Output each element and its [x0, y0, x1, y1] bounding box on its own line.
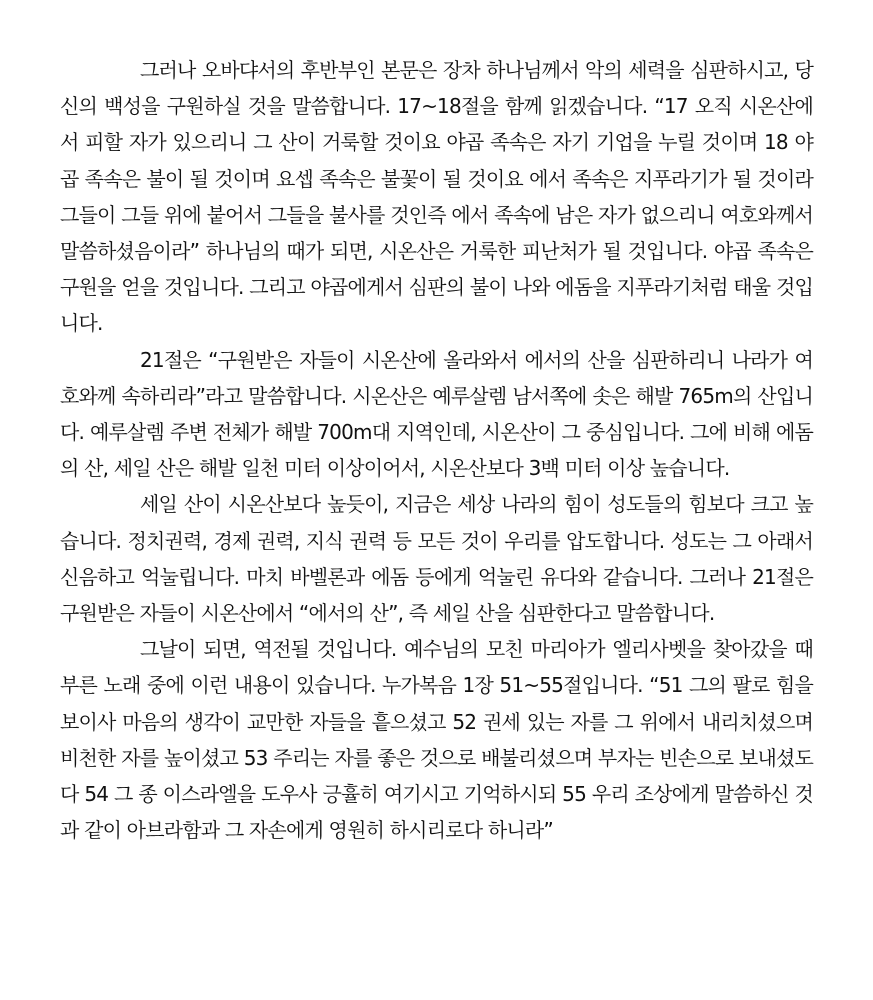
document-page	[60, 52, 813, 848]
paragraph-4: 그날이 되면, 역전될 것입니다. 예수님의 모친 마리아가 엘리사벳을 찾아갔을 때 부른 노래 중에 이런 내용이 있습니다. 누가복음 1장 51~55절입니다. “51 그의 팔로 힘을 보이사 마음의 생각이 교만한 자들을 흩으셨고 52 권세 있는 자를 그 위에서 내리치셨으며 비천한 자를 높이셨고 53 주리는 자를 좋은 것으로 배불리셨으며 부자는 빈손으로 보내셨도다 54 그 종 이스라엘을 도우사 긍휼히 여기시고 기억하시되 55 우리 조상에게 말씀하신 것과 같이 아브라함과 그 자손에게 영원히 하시리로다 하니라”	[60, 637, 813, 843]
paragraph-2: 21절은 “구원받은 자들이 시온산에 올라와서 에서의 산을 심판하리니 나라가 여호와께 속하리라”라고 말씀합니다. 시온산은 예루살렘 남서쪽에 솟은 해발 765m의 산입니다. 예루살렘 주변 전체가 해발 700m대 지역인데, 시온산이 그 중심입니다. 그에 비해 에돔의 산, 세일 산은 해발 일천 미터 이상이어서, 시온산보다 3백 미터 이상 높습니다.	[60, 347, 813, 481]
paragraph-1: 그러나 오바댜서의 후반부인 본문은 장차 하나님께서 악의 세력을 심판하시고, 당신의 백성을 구원하실 것을 말씀합니다. 17~18절을 함께 읽겠습니다. “17 오직 시온산에서 피할 자가 있으리니 그 산이 거룩할 것이요 야곱 족속은 자기 기업을 누릴 것이며 18 야곱 족속은 불이 될 것이며 요셉 족속은 불꽃이 될 것이요 에서 족속은 지푸라기가 될 것이라 그들이 그들 위에 붙어서 그들을 불사를 것인즉 에서 족속에 남은 자가 없으리니 여호와께서 말씀하셨음이라” 하나님의 때가 되면, 시온산은 거룩한 피난처가 될 것입니다. 야곱 족속은 구원을 얻을 것입니다. 그리고 야곱에게서 심판의 불이 나와 에돔을 지푸라기처럼 태울 것입니다.	[60, 58, 813, 336]
paragraph-3: 세일 산이 시온산보다 높듯이, 지금은 세상 나라의 힘이 성도들의 힘보다 크고 높습니다. 정치권력, 경제 권력, 지식 권력 등 모든 것이 우리를 압도합니다. 성도는 그 아래서 신음하고 억눌립니다. 마치 바벨론과 에돔 등에게 억눌린 유다와 같습니다. 그러나 21절은 구원받은 자들이 시온산에서 “에서의 산”, 즉 세일 산을 심판한다고 말씀합니다.	[60, 492, 813, 626]
